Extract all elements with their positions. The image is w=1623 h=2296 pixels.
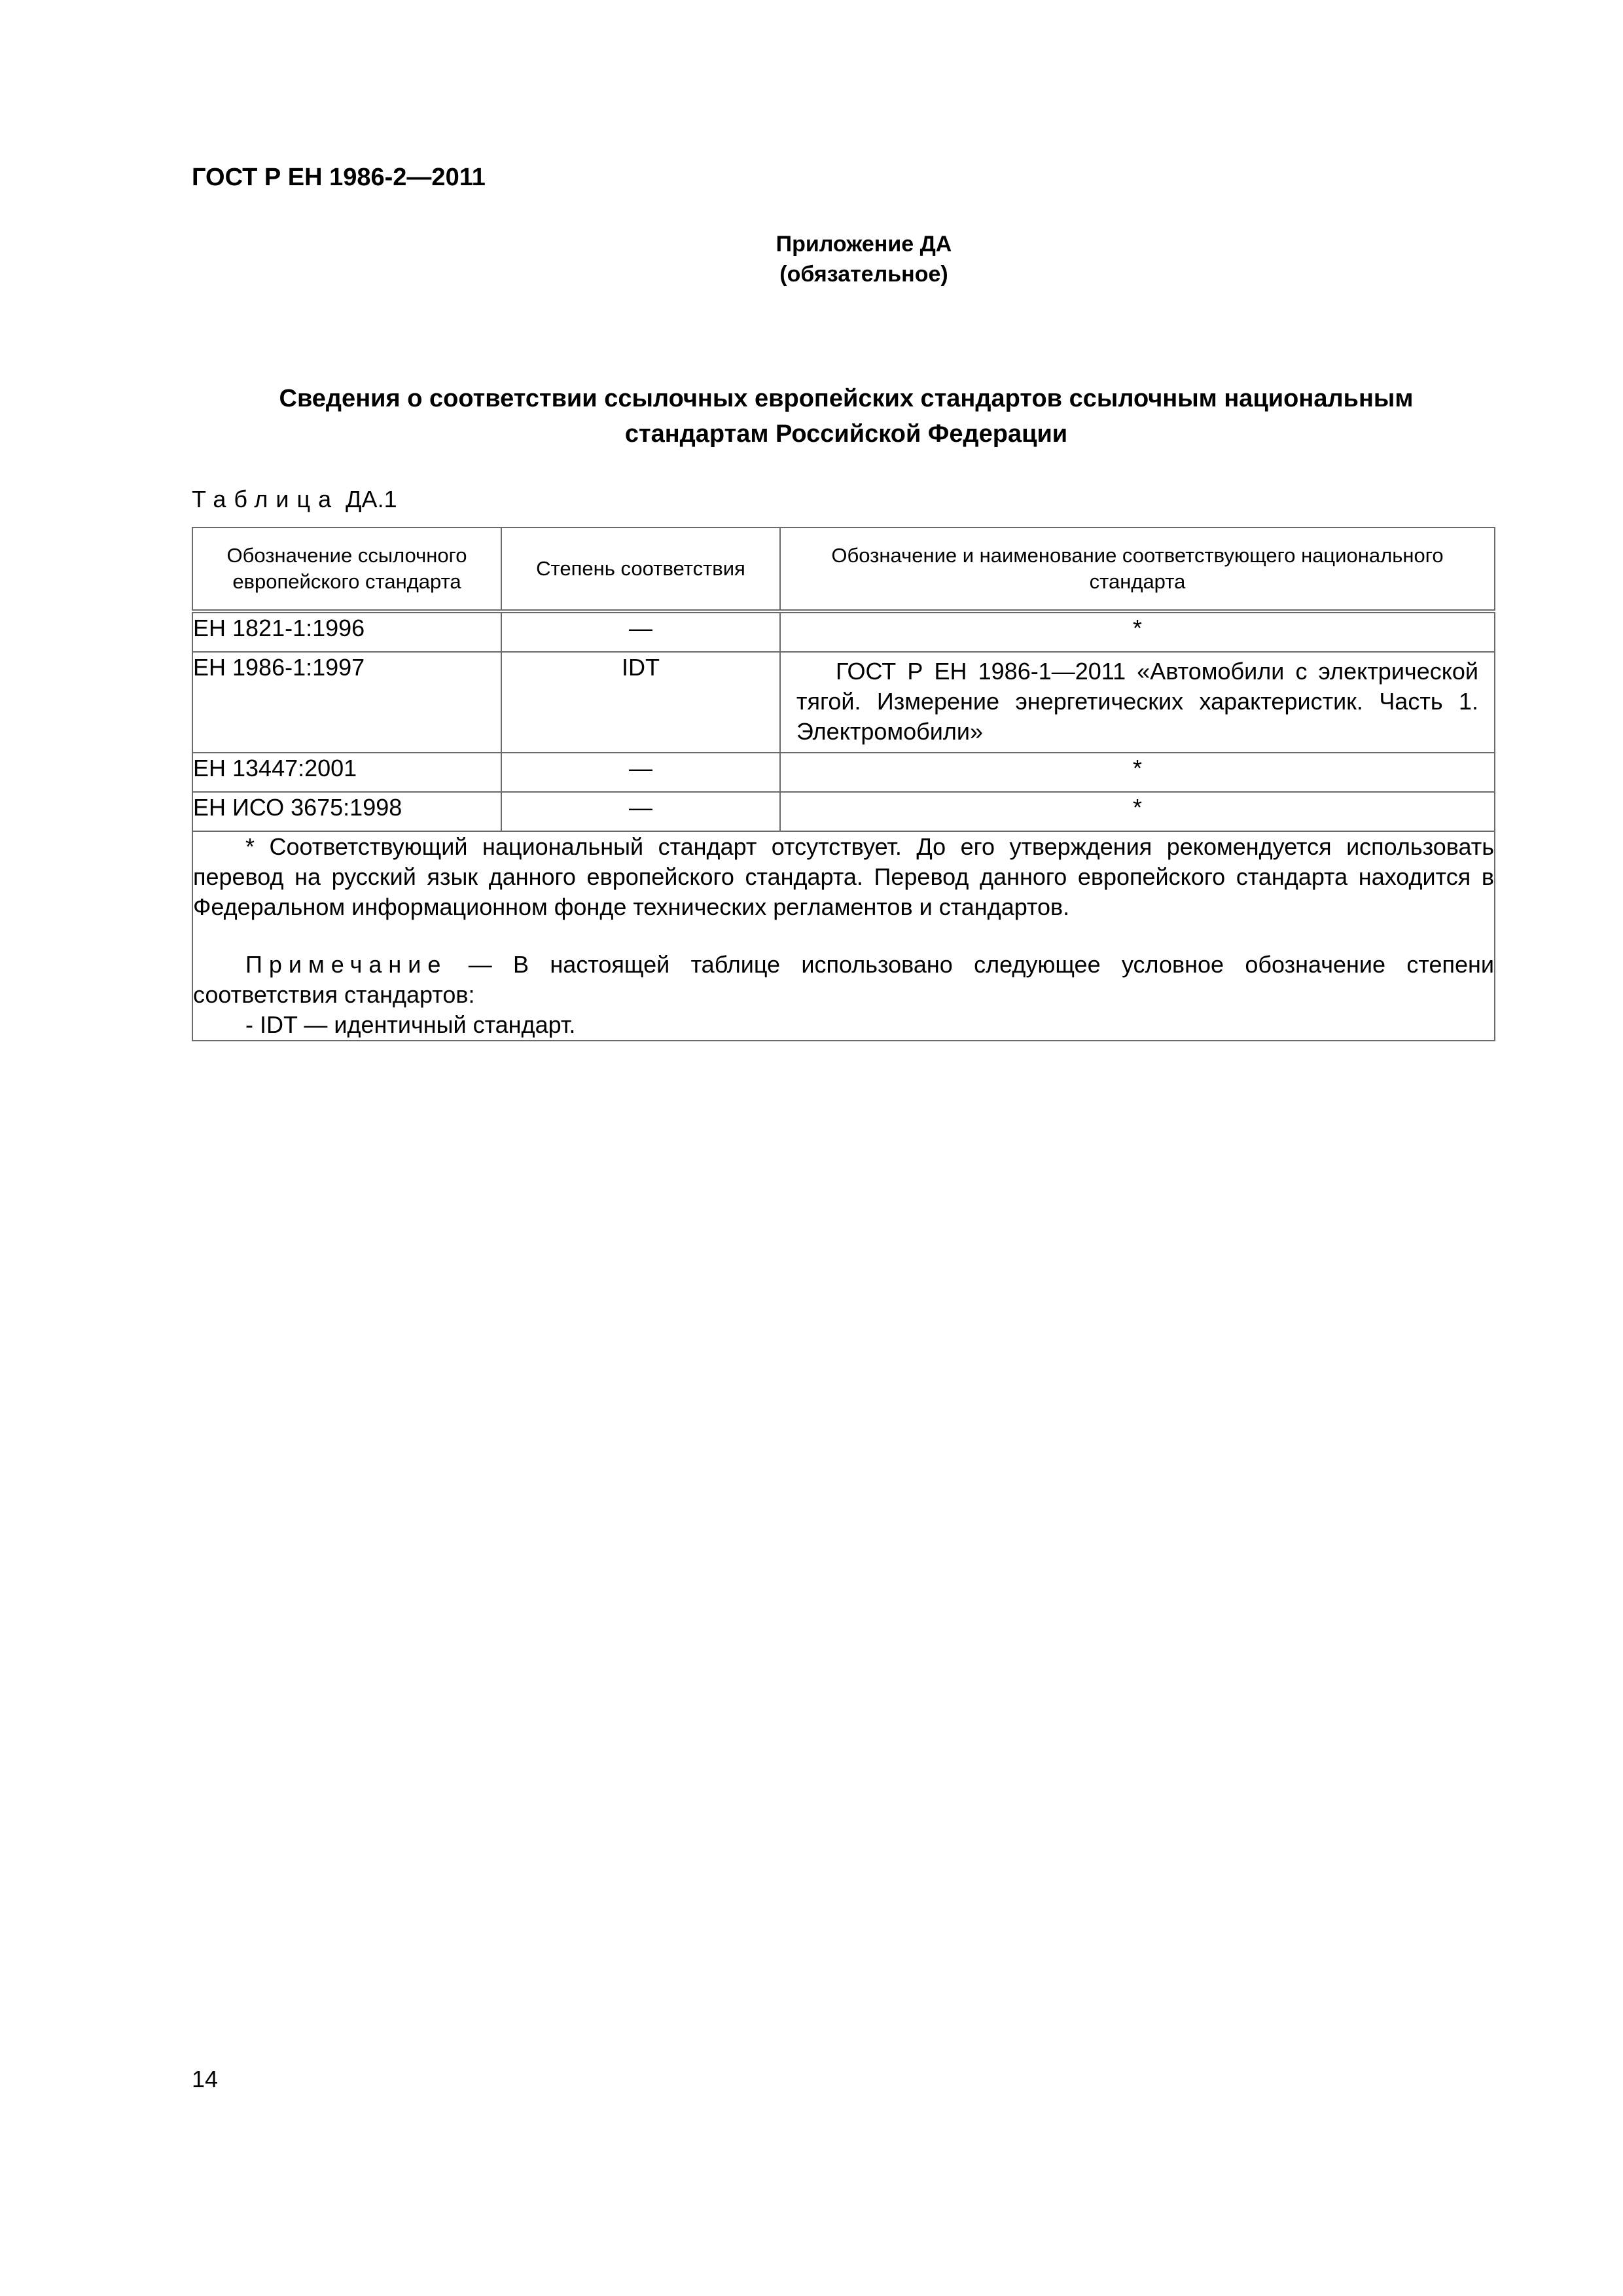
table-caption-number: ДА.1 <box>346 486 397 512</box>
european-code-cell: ЕН 13447:2001 <box>192 753 501 792</box>
table-footnote: * Соответствующий национальный стандарт отсутствует. До его утверждения рекомендуется использовать перевод на русский язык данного европейского стандарта. Перевод данного европейского стандарта находится в Федеральном информационном фонде технических регламентов и стандартов. <box>193 833 1494 920</box>
table-note <box>193 950 1494 1010</box>
degree-cell: — <box>501 611 780 652</box>
national-standard-cell: * <box>780 611 1495 652</box>
section-title <box>192 381 1501 452</box>
column-header-national-standard: Обозначение и наименование соответствующего национального стандарта <box>780 528 1495 611</box>
european-code-cell: ЕН ИСО 3675:1998 <box>192 792 501 831</box>
table-row <box>192 652 1495 753</box>
degree-cell: — <box>501 792 780 831</box>
page-number: 14 <box>192 2066 219 2092</box>
table-row <box>192 792 1495 831</box>
table-header-row <box>192 528 1495 611</box>
national-standard-cell: ГОСТ Р ЕН 1986-1—2011 «Автомобили с электрической тягой. Измерение энергетических характеристик. Часть 1. Электромобили» <box>780 652 1495 753</box>
note-item: - IDT — идентичный стандарт. <box>245 1011 576 1038</box>
degree-cell: — <box>501 753 780 792</box>
appendix-heading <box>668 229 1060 289</box>
correspondence-table <box>192 527 1495 1041</box>
table-footnote-cell <box>192 831 1495 1041</box>
table-caption <box>192 484 397 514</box>
appendix-status: (обязательное) <box>779 262 948 287</box>
document-code: ГОСТ Р ЕН 1986-2—2011 <box>192 164 486 191</box>
section-title-line-1: Сведения о соответствии ссылочных европейских стандартов ссылочным национальным <box>279 385 1414 412</box>
national-standard-cell: * <box>780 753 1495 792</box>
table-container <box>192 527 1494 1041</box>
table-row <box>192 753 1495 792</box>
table-footnote-row <box>192 831 1495 1041</box>
european-code-cell: ЕН 1821-1:1996 <box>192 611 501 652</box>
table-caption-word: Таблица <box>192 486 340 512</box>
note-text: — В настоящей таблице использовано следующее условное обозначение степени соответствия стандартов: <box>193 951 1494 1008</box>
european-code-cell: ЕН 1986-1:1997 <box>192 652 501 753</box>
table-row <box>192 611 1495 652</box>
section-title-line-2: стандартам Российской Федерации <box>624 420 1068 448</box>
national-standard-cell: * <box>780 792 1495 831</box>
appendix-title: Приложение ДА <box>776 232 952 257</box>
column-header-degree: Степень соответствия <box>501 528 780 611</box>
column-header-european-code: Обозначение ссылочного европейского стандарта <box>192 528 501 611</box>
degree-cell: IDT <box>501 652 780 753</box>
note-word: Примечание <box>245 951 448 978</box>
